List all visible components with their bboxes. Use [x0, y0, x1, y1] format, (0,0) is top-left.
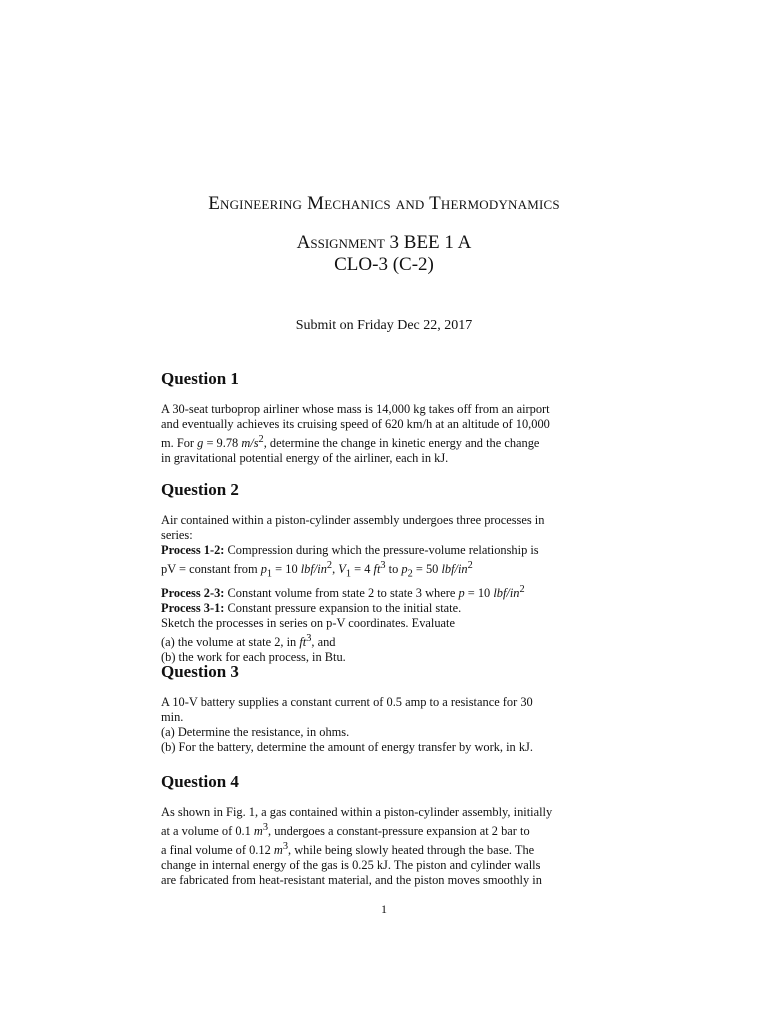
math: p: [401, 562, 408, 577]
text: Constant volume from state 2 to state 3 where: [224, 585, 459, 600]
text: = 50: [412, 562, 442, 577]
process-label: Process 2-3:: [161, 585, 225, 600]
text: ,: [332, 562, 339, 577]
math-unit: m: [253, 824, 263, 839]
superscript: 3: [282, 841, 288, 853]
text: = 10: [272, 562, 301, 577]
text-line: A 30-seat turboprop airliner whose mass is 14,000 kg takes off from an airport: [161, 402, 550, 416]
clo-line: CLO-3 (C-2): [334, 254, 434, 275]
text-line: and eventually achieves its cruising speed of 620 km/h at an altitude of 10,000: [161, 417, 550, 431]
superscript: 2: [326, 560, 333, 571]
text-line: Sketch the processes in series on p-V coordinates. Evaluate: [161, 615, 455, 630]
text-line: [161, 601, 605, 616]
question-1-body: [161, 402, 605, 466]
math: p: [260, 562, 267, 577]
text-line: in gravitational potential energy of the airliner, each in kJ.: [161, 451, 449, 466]
math: p: [458, 585, 465, 600]
text-line: [161, 820, 605, 839]
question-4-section: [161, 772, 605, 888]
text-line: [161, 558, 605, 582]
text: = 10: [464, 585, 494, 600]
math-unit: m/s: [241, 436, 259, 451]
text: , determine the change in kinetic energy and the change: [263, 436, 540, 451]
process-label: Process 3-1:: [161, 600, 225, 615]
superscript: 2: [258, 434, 264, 445]
page-number: 1: [381, 902, 387, 916]
text: a final volume of 0.12: [161, 843, 274, 858]
text-line: change in internal energy of the gas is 0.25 kJ. The piston and cylinder walls: [161, 858, 541, 873]
question-3-heading: Question 3: [161, 662, 239, 681]
subscript: 1: [345, 568, 352, 580]
assignment-rest: 3 BEE 1 A: [384, 232, 472, 253]
text: Constant pressure expansion to the initial state.: [224, 600, 462, 615]
math: g: [197, 436, 204, 451]
assignment-word: Assignment: [296, 232, 385, 253]
superscript: 3: [306, 632, 312, 644]
text-line: (b) For the battery, determine the amount of energy transfer by work, in kJ.: [161, 740, 533, 754]
text-line: [161, 839, 605, 858]
text: m. For: [161, 436, 198, 451]
text-line: As shown in Fig. 1, a gas contained within a piston-cylinder assembly, initially: [161, 805, 553, 819]
text: at a volume of 0.1: [161, 824, 254, 839]
text: Compression during which the pressure-volume relationship is: [224, 543, 539, 557]
text: to: [385, 562, 402, 577]
text-line: (b) the work for each process, in Btu.: [161, 649, 346, 664]
math-unit: ft: [299, 634, 307, 649]
superscript: 2: [519, 583, 525, 595]
text-line: Air contained within a piston-cylinder assembly undergoes three processes in: [161, 513, 545, 527]
question-2-body: [161, 513, 605, 665]
math-unit: ft: [373, 562, 381, 577]
subscript: 1: [266, 568, 273, 580]
question-1-heading: Question 1: [161, 369, 239, 388]
question-3-body: [161, 695, 605, 755]
text: , and: [311, 634, 336, 649]
math: V: [338, 562, 346, 577]
text: , while being slowly heated through the base. The: [288, 843, 535, 858]
superscript: 3: [380, 560, 386, 571]
text-line: [161, 543, 605, 558]
text: = 4: [351, 562, 374, 577]
text-line: are fabricated from heat-resistant material, and the piston moves smoothly in: [161, 873, 542, 888]
text-line: [161, 432, 605, 451]
text: pV = constant from: [161, 562, 261, 577]
text-line: [161, 631, 605, 650]
superscript: 3: [262, 822, 269, 833]
text-line: A 10-V battery supplies a constant current of 0.5 amp to a resistance for 30: [161, 695, 533, 709]
math-unit: m: [273, 843, 283, 858]
superscript: 2: [467, 560, 473, 571]
question-1-section: [161, 369, 605, 466]
math-unit: lbf/in: [493, 585, 520, 600]
question-4-body: [161, 805, 605, 888]
question-2-section: [161, 480, 605, 665]
document-title: Engineering Mechanics and Thermodynamics: [208, 193, 560, 214]
text-line: (a) Determine the resistance, in ohms.: [161, 725, 350, 739]
text: , undergoes a constant-pressure expansion at 2 bar to: [268, 824, 530, 839]
text: (a) the volume at state 2, in: [161, 634, 300, 649]
math-unit: lbf/in: [300, 562, 327, 577]
question-4-heading: Question 4: [161, 772, 239, 791]
text-line: [161, 582, 605, 601]
assignment-line: [0, 232, 768, 254]
submit-date: Submit on Friday Dec 22, 2017: [295, 318, 473, 333]
text: = 9.78: [203, 436, 242, 451]
math-unit: lbf/in: [441, 562, 468, 577]
process-label: Process 1-2:: [161, 543, 225, 557]
text-line: min.: [161, 710, 184, 724]
question-2-heading: Question 2: [161, 480, 239, 499]
question-3-section: [161, 662, 605, 755]
subscript: 2: [407, 568, 413, 580]
text-line: series:: [161, 528, 193, 542]
